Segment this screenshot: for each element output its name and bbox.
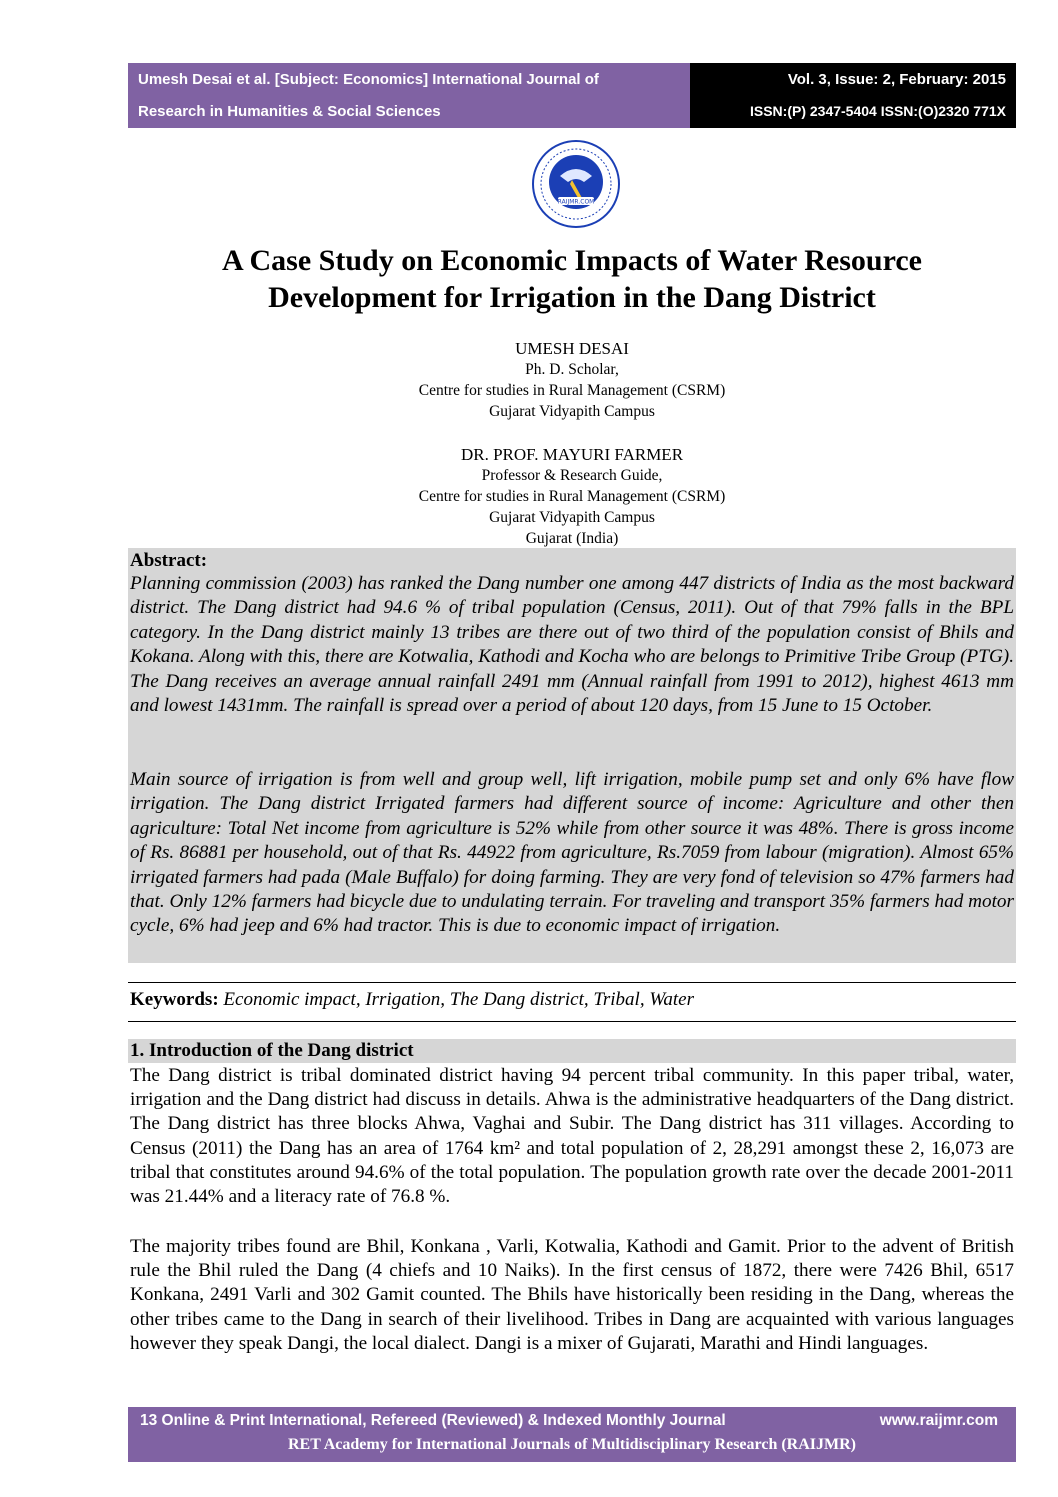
journal-header-right [690,63,1016,128]
keywords [130,989,694,1011]
footer-url: www.raijmr.com [879,1412,998,1429]
journal-header-left [128,63,690,128]
author-title: Professor & Research Guide, [481,467,663,484]
author-affiliation: Centre for studies in Rural Management (CSRM) [418,382,726,399]
author-name: UMESH DESAI [515,339,629,358]
header-citation: Umesh Desai et al. [Subject: Economics] International Journal of [138,71,599,88]
section-heading-text: 1. Introduction of the Dang district [130,1040,414,1061]
footer-publisher: RET Academy for International Journals of Multidisciplinary Research (RAIJMR) [288,1436,856,1453]
journal-footer [128,1407,1016,1462]
abstract-paragraph-1: Planning commission (2003) has ranked the Dang number one among 447 districts of India as the most backward district. The Dang district had 94.6 % of tribal population (Census, 2011). Out of that 79% falls in the BPL category. In the Dang district mainly 13 tribes are there out of two third of the population consist of Bhils and Kokana. Along with this, there are Kotwalia, Kathodi and Kocha who are belongs to Primitive Tribe Group (PTG). The Dang receives an average annual rainfall 2491 mm (Annual rainfall from 1991 to 2012), highest 4613 mm and lowest 1431mm. The rainfall is spread over a period of about 120 days, from 15 June to 15 October. [130,573,1014,717]
divider [128,982,1016,983]
keywords-value: Economic impact, Irrigation, The Dang district, Tribal, Water [223,989,695,1010]
body-paragraph-2: The majority tribes found are Bhil, Konkana , Varli, Kotwalia, Kathodi and Gamit. Prior to the advent of British rule the Bhil ruled the Dang (4 chiefs and 10 Naiks). In the first census of 1872, there were 7426 Bhil, 6517 Konkana, 2491 Varli and 302 Gamit counted. The Bhils have historically been residing in the Dang, whereas the other tribes came to the Dang in search of their livelihood. Tribes in Dang are acquainted with various languages however they speak Dangi, the local dialect. Dangi is a mixer of Gujarati, Marathi and Hindi languages. [130,1236,1014,1354]
author-campus: Gujarat Vidyapith Campus [489,509,655,526]
author-block-1 [128,338,1016,422]
svg-text:RAIJMR.COM: RAIJMR.COM [557,198,595,206]
abstract-paragraph-2: Main source of irrigation is from well and group well, lift irrigation, mobile pump set and only 6% have flow irrigation. The Dang district Irrigated farmers had different source of income: Agriculture and other then agriculture: Total Net income from agriculture is 52% while from other source it was 48%. There is gross income of Rs. 86881 per household, out of that Rs. 44922 from agriculture, Rs.7059 from labour (migration). Almost 65% irrigated farmers had pada (Male Buffalo) for doing farming. They are very fond of television so 47% farmers had that. Only 12% farmers had bicycle due to undulating terrain. For traveling and transport 35% farmers had motor cycle, 6% had jeep and 6% had tractor. This is due to economic impact of irrigation. [130,769,1014,937]
author-block-2 [128,444,1016,549]
body-paragraph-1: The Dang district is tribal dominated district having 94 percent tribal community. In this paper tribal, water, irrigation and the Dang district had discuss in details. Ahwa is the administrative headquarters of the Dang district. The Dang district has three blocks Ahwa, Vaghai and Subir. The Dang district has 311 villages. According to Census (2011) the Dang has an area of 1764 km² and total population of 2, 28,291 amongst these 2, 16,073 are tribal that constitutes around 94.6% of the total population. The population growth rate over the decade 2001-2011 was 21.44% and a literacy rate of 76.8 %. [130,1065,1014,1208]
header-issn: ISSN:(P) 2347-5404 ISSN:(O)2320 771X [749,103,1006,119]
paper-title-line1: A Case Study on Economic Impacts of Water Resource [222,244,922,277]
section-heading [128,1039,1016,1063]
paper-title [128,242,1016,316]
author-campus: Gujarat Vidyapith Campus [489,403,655,420]
abstract-heading: Abstract: [130,550,208,571]
paper-title-line2: Development for Irrigation in the Dang District [268,281,876,314]
raijmr-seal-logo-icon [520,140,632,230]
footer-journal-info: 13 Online & Print International, Refereed (Reviewed) & Indexed Monthly Journal [140,1412,726,1429]
author-title: Ph. D. Scholar, [525,361,619,378]
abstract-box [128,548,1016,963]
author-name: DR. PROF. MAYURI FARMER [460,445,684,464]
header-volume: Vol. 3, Issue: 2, February: 2015 [787,71,1006,88]
keywords-label: Keywords: [130,989,219,1010]
author-affiliation: Centre for studies in Rural Management (CSRM) [418,488,726,505]
divider [128,1021,1016,1022]
header-journal-name: Research in Humanities & Social Sciences [138,103,441,120]
author-country: Gujarat (India) [525,530,619,547]
